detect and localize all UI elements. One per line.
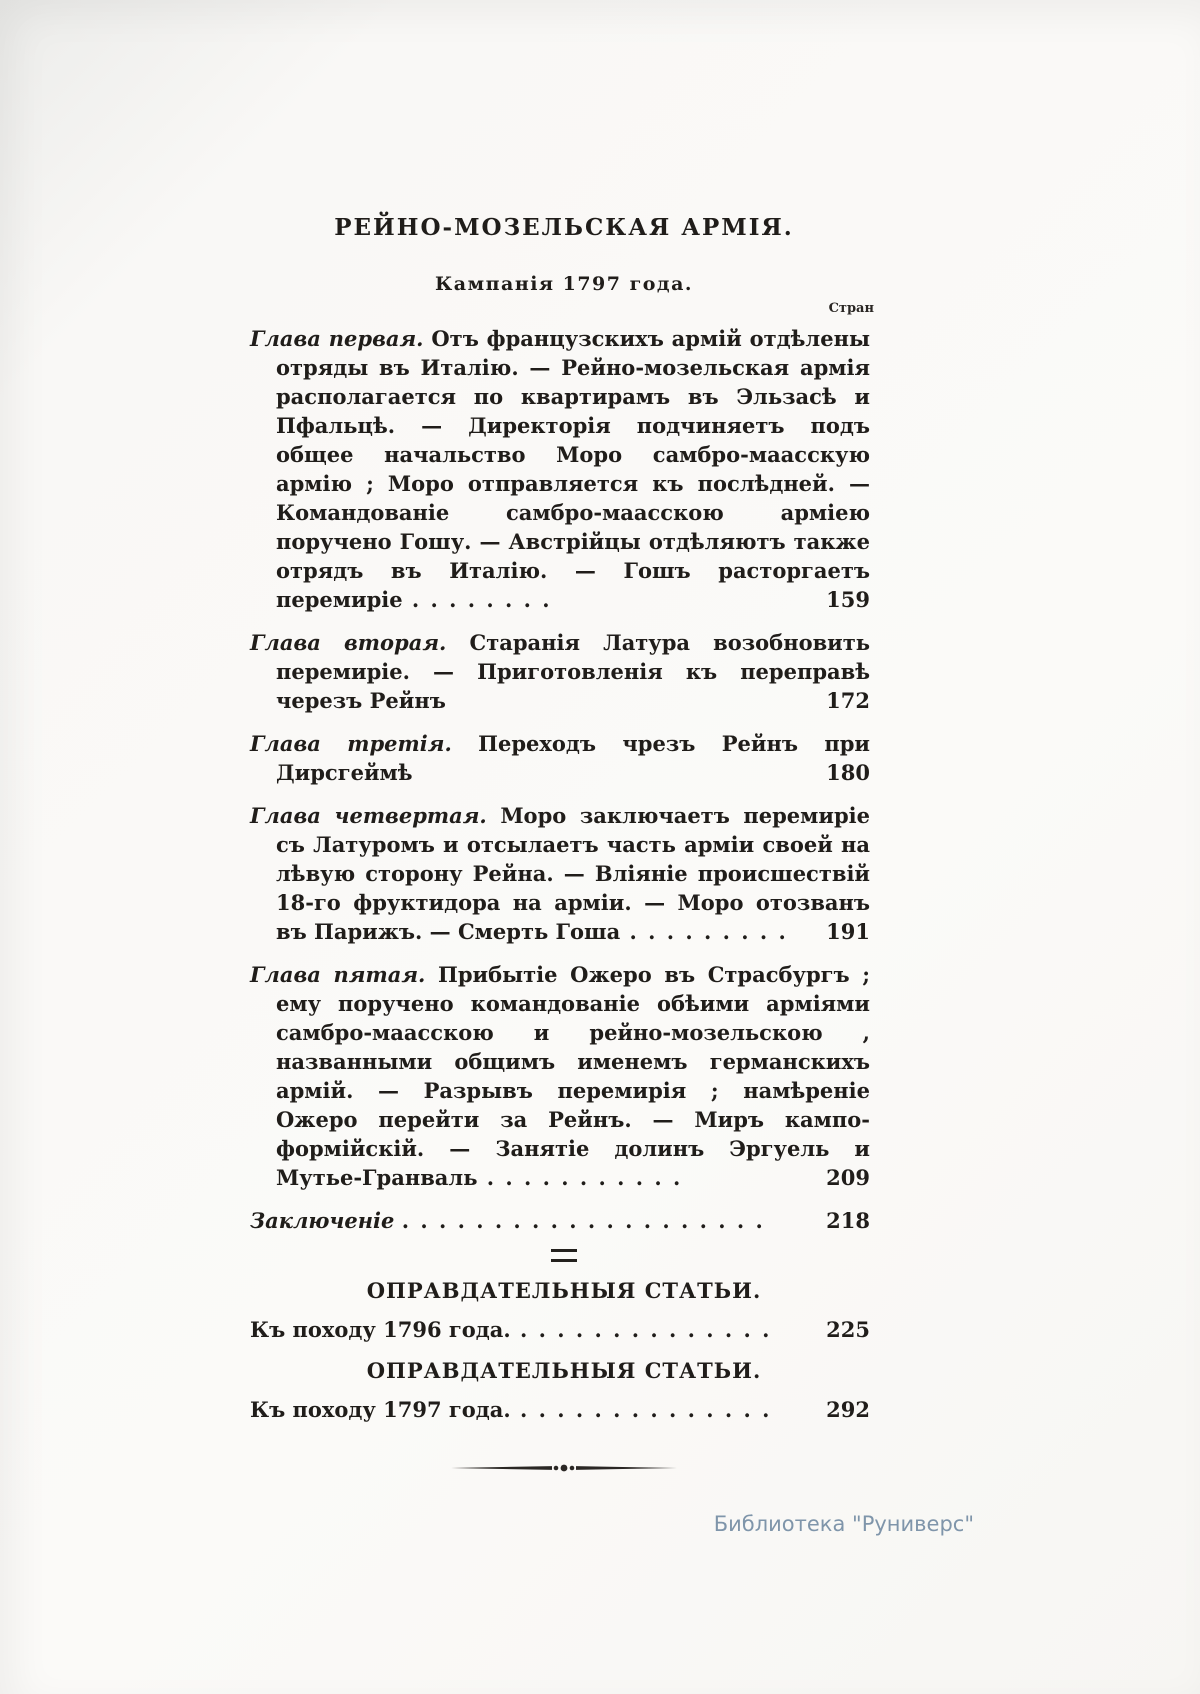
dot-leader: . . . . . . . . . <box>620 919 788 944</box>
chapter-summary: Моро заключаетъ перемиріе съ Латуромъ и отсылаетъ часть арміи своей на лѣвую сторону Рейна. — Вліяніе происшествій 18-го фруктидора на арміи. — Моро отозванъ въ Парижъ. — Смерть Гоша <box>276 803 870 944</box>
page-number: 191 <box>826 919 870 944</box>
toc-entry <box>250 801 878 946</box>
toc-entry <box>250 324 878 614</box>
chapter-summary: Старанія Латура возобновить перемиріе. — Приготовленія къ переправѣ черезъ Рейнъ <box>276 630 871 713</box>
section-divider <box>551 1249 577 1262</box>
book-title: РЕЙНО-МОЗЕЛЬСКАЯ АРМІЯ. <box>334 214 794 241</box>
campaign-subtitle: Кампанія 1797 года. <box>435 273 693 295</box>
appendix-sections <box>250 1278 878 1424</box>
dot-leader: . . . . . . . . . . . . . . <box>510 1397 772 1422</box>
pages-column-header: Стран <box>828 301 874 316</box>
chapter-summary: Къ походу 1797 года. <box>250 1397 511 1422</box>
toc-entry <box>250 1206 878 1235</box>
toc-entries <box>250 324 878 1235</box>
dot-leader: . . . . . . . . <box>402 587 552 612</box>
tailpiece-ornament-icon <box>449 1461 679 1475</box>
chapter-label: Глава вторая. <box>250 630 447 655</box>
chapter-summary: Прибытіе Ожеро въ Страсбургъ ; ему поручено командованіе обѣими арміями самбро-маасскою и рейно-мозельскою , названными общимъ именемъ германскихъ армій. — Разрывъ перемирія ; намѣреніе Ожеро перейти за Рейнъ. — Миръ кампо-формійскій. — Занятіе долинъ Эргуель и Мутье-Гранваль <box>276 962 870 1190</box>
chapter-summary: Отъ французскихъ армій отдѣлены отряды въ Италію. — Рейно-мозельская армія располагается по квартирамъ въ Эльзасѣ и Пфальцѣ. — Директорія подчиняетъ подъ общее начальство Моро самбро-маасскую армію ; Моро отправляется къ послѣдней. — Командованіе самбро-маасскою арміею поручено Гошу. — Австрійцы отдѣляютъ также отрядъ въ Италію. — Гошъ расторгаетъ перемиріе <box>276 326 871 612</box>
dot-leader: . . . . . . . . . . . . . . . . . . . . <box>401 1208 765 1233</box>
chapter-label: Глава пятая. <box>250 962 426 987</box>
chapter-label: Глава четвертая. <box>250 803 487 828</box>
end-ornament <box>250 1460 878 1479</box>
page-number: 180 <box>826 760 870 785</box>
toc-entry <box>250 729 878 787</box>
dot-leader: . . . . . . . . . . . . . . <box>510 1317 772 1342</box>
page-number: 209 <box>826 1165 870 1190</box>
toc-entry <box>250 1395 878 1424</box>
chapter-label: Глава третія. <box>250 731 452 756</box>
toc-entry <box>250 960 878 1192</box>
appendix-heading: ОПРАВДАТЕЛЬНЫЯ СТАТЬИ. <box>366 1278 762 1303</box>
chapter-summary: Переходъ чрезъ Рейнъ при Дирсгеймѣ <box>276 731 870 785</box>
toc-entry <box>250 628 878 715</box>
chapter-summary: Къ походу 1796 года. <box>250 1317 511 1342</box>
page-number: 225 <box>826 1317 870 1342</box>
dot-leader: . . . . . . . . . . . <box>477 1165 683 1190</box>
table-of-contents <box>250 214 878 1479</box>
toc-entry <box>250 1315 878 1344</box>
chapter-label: Глава первая. <box>250 326 424 351</box>
appendix-heading: ОПРАВДАТЕЛЬНЫЯ СТАТЬИ. <box>366 1358 762 1383</box>
page-number: 159 <box>826 587 870 612</box>
page-number: 172 <box>826 688 870 713</box>
library-watermark: Библиотека "Руниверс" <box>713 1512 974 1536</box>
page-number: 218 <box>826 1208 870 1233</box>
chapter-label: Заключеніе <box>250 1208 395 1233</box>
page-number: 292 <box>826 1397 870 1422</box>
